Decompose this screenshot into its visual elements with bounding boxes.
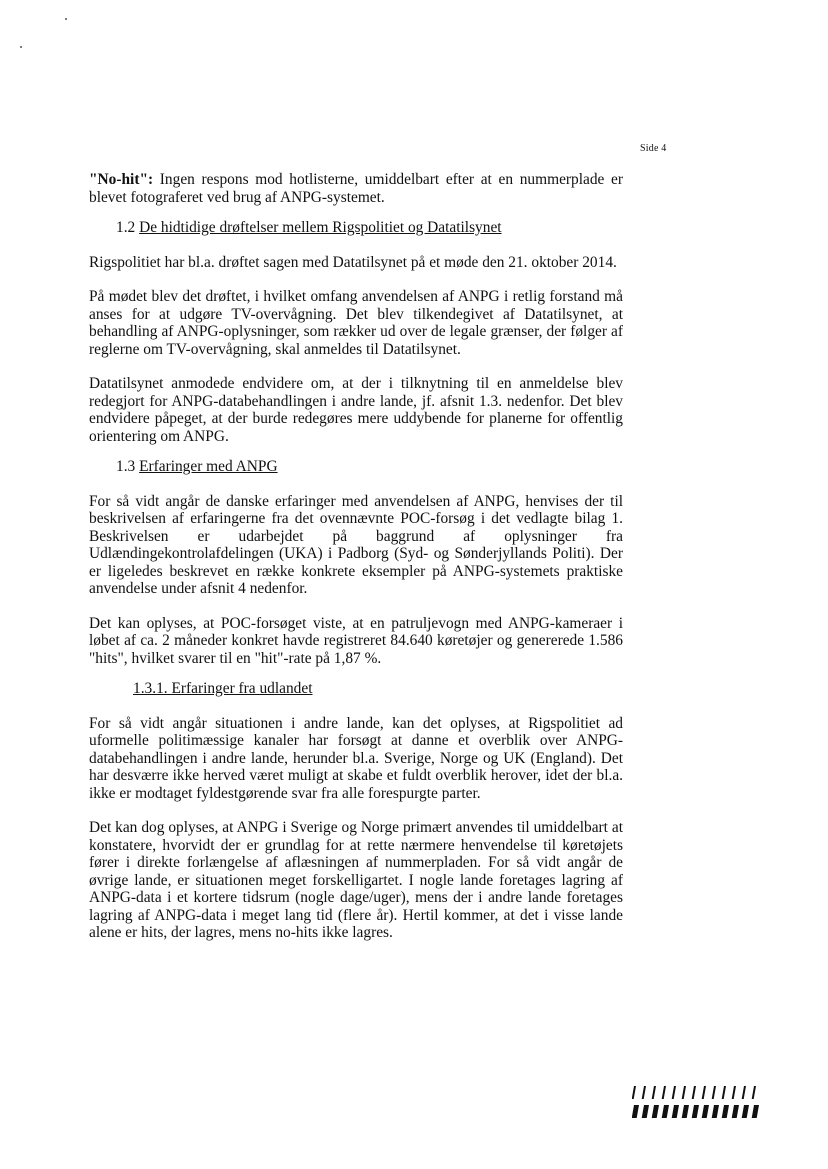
paragraph: Datatilsynet anmodede endvidere om, at der i tilknytning til en anmeldelse blev redegjort for ANPG-databehandlingen i andre lande, jf. afsnit 1.3. nedenfor. Det blev endvidere påpeget, at der burde redegøres mere uddybende for planerne for offentlig orientering om ANPG.	[89, 375, 623, 445]
section-title: De hidtidige drøftelser mellem Rigspolitiet og Datatilsynet	[139, 219, 502, 236]
paragraph: For så vidt angår situationen i andre lande, kan det oplyses, at Rigspolitiet ad uformelle politimæssige kanaler har forsøgt at danne et overblik over ANPG-databehandlingen i andre lande, herunder bl.a. Sverige, Norge og UK (England). Det har desværre ikke herved været muligt at skabe et fuldt overblik herover, idet der bl.a. ikke er modtaget fyldestgørende svar fra alle forespurgte parter.	[89, 714, 623, 802]
document-body	[89, 171, 623, 942]
definition-term: "No-hit":	[89, 171, 154, 188]
definition-no-hit	[89, 171, 623, 206]
definition-text: Ingen respons mod hotlisterne, umiddelbart efter at en nummerplade er blevet fotograferet ved brug af ANPG-systemet.	[89, 171, 623, 206]
section-number: 1.2	[116, 219, 140, 236]
section-title: Erfaringer med ANPG	[139, 458, 278, 475]
barcode-bottom-row	[632, 1105, 762, 1118]
paragraph: Rigspolitiet har bl.a. drøftet sagen med Datatilsynet på et møde den 21. oktober 2014.	[89, 253, 617, 271]
barcode	[632, 1086, 762, 1124]
paragraph: Det kan oplyses, at POC-forsøget viste, at en patruljevogn med ANPG-kameraer i løbet af ca. 2 måneder konkret havde registreret 84.640 køretøjer og genererede 1.586 "hits", hvilket svarer til en "hit"-rate på 1,87 %.	[89, 614, 623, 667]
paragraph: På mødet blev det drøftet, i hvilket omfang anvendelsen af ANPG i retlig forstand må anses for at udgøre TV-overvågning. Det blev tilkendegivet af Datatilsynet, at behandling af ANPG-oplysninger, som rækker ud over de legale grænser, der følger af reglerne om TV-overvågning, skal anmeldes til Datatilsynet.	[89, 288, 623, 358]
barcode-top-row	[632, 1086, 762, 1099]
paragraph: For så vidt angår de danske erfaringer med anvendelsen af ANPG, henvises der til beskrivelsen af erfaringerne fra det ovennævnte POC-forsøg i det vedlagte bilag 1. Beskrivelsen er udarbejdet på baggrund af oplysninger fra Udlændingekontrolafdelingen (UKA) i Padborg (Syd- og Sønderjyllands Politi). Der er ligeledes beskrevet en række konkrete eksempler på ANPG-systemets praktiske anvendelse under afsnit 4 nedenfor.	[89, 492, 623, 597]
page-number: Side 4	[640, 143, 667, 154]
scan-speck	[20, 46, 22, 48]
section-title: 1.3.1. Erfaringer fra udlandet	[133, 680, 313, 697]
section-heading-1-3	[89, 458, 623, 476]
paragraph: Det kan dog oplyses, at ANPG i Sverige og Norge primært anvendes til umiddelbart at konstatere, hvorvidt der er grundlag for at rette nærmere henvendelse til køretøjets fører i direkte forlængelse af aflæsningen af nummerpladen. For så vidt angår de øvrige lande, er situationen meget forskelligartet. I nogle lande foretages lagring af ANPG-data i et kortere tidsrum (nogle dage/uger), mens der i andre lande foretages lagring af ANPG-data i meget lang tid (flere år). Hertil kommer, at det i visse lande alene er hits, der lagres, mens no-hits ikke lagres.	[89, 819, 623, 941]
section-heading-1-3-1	[89, 680, 623, 698]
scan-speck	[65, 18, 67, 20]
section-heading-1-2	[89, 219, 623, 237]
section-number: 1.3	[116, 458, 140, 475]
